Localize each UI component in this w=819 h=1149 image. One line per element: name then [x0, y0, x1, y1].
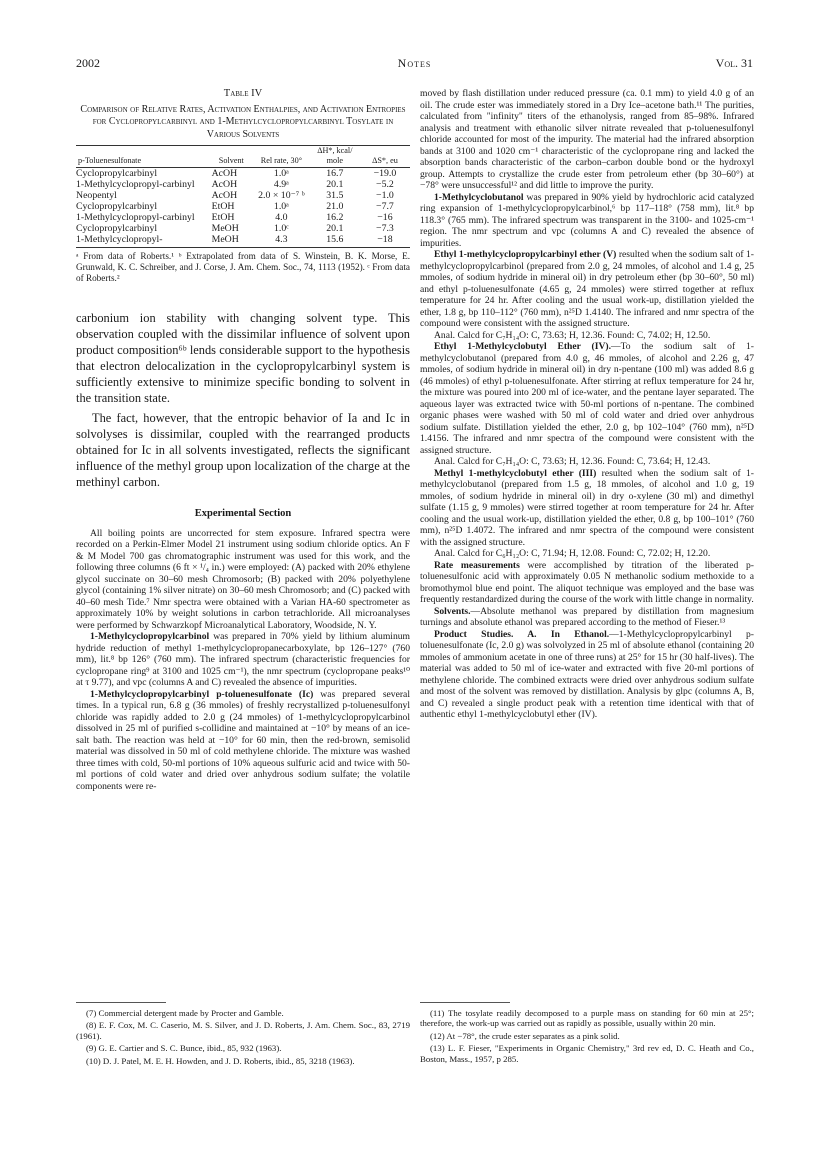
body-paragraph: [420, 606, 754, 629]
paragraph-text: were accomplished by titration of the liberated p-toluenesulfonic acid with approximately 0.05 N methanolic sodium methoxide to a bromothymol blue end point. The aliquot technique was employed and the base was frequently restandardized during the course of the work with little change in normality.: [420, 559, 754, 605]
body-paragraph: The fact, however, that the entropic behavior of Ia and Ic in solvolyses is dissimilar, coupled with the rearranged products obtained for Ic in all solvents investigated, reflects the significant influence of the methyl group upon localization of the charge at the methinyl carbon.: [76, 411, 410, 489]
page-number: 2002: [76, 56, 100, 70]
section-heading: Experimental Section: [194, 508, 292, 519]
table-number: Table IV: [223, 88, 263, 99]
paragraph-heading: 1-Methylcyclopropylcarbinol: [90, 631, 210, 642]
table-cell: 1.0ᵃ: [273, 201, 289, 212]
paragraph-text: —1-Methylcyclopropylcarbinyl p-toluenesulfonate (Ic, 2.0 g) was solvolyzed in 25 ml of absolute ethanol (containing 20 mmoles of ammonium acetate in one of three runs) at 25° for 15 hr (30 half-lives). The material was added to 50 ml of ice-water and extracted with five 20-ml portions of methylene chloride. The combined extracts were dried over anhydrous sodium sulfate and most of the solvent was removed by distillation. Analysis by glpc (columns A, B, and C) revealed a single product peak with a retention time identical with that of authentic ethyl 1-methylcyclobutyl ether (IV).: [420, 628, 754, 720]
table-cell: AcOH: [211, 179, 238, 190]
footnote: (11) The tosylate readily decomposed to a purple mass on standing for 60 min at 25°; therefore, the work-up was carried out as rapidly as possible, usually within 20 min.: [420, 1008, 754, 1029]
body-paragraph: moved by flash distillation under reduced pressure (ca. 0.1 mm) to yield 4.0 g of an oil. The crude ester was immediately stored in a Dry Ice–acetone bath.¹¹ The purities, calculated from "infinity" titers of the ethanolysis, ranged from 85–98%. Infrared analysis and treatment with ethanolic silver nitrate revealed that p-toluenesulfonyl chloride accounted for most of the impurity. The material had the infrared absorption bands at 3100 and 1020 cm⁻¹ characteristic of the cyclopropane ring and lacked the absorption bands characteristic of the carbon–carbon double bond or the hydroxyl group. Attempts to crystallize the crude ester from petroleum ether (bp 30–60°) at −78° were unsuccessful¹² and did little to improve the purity.: [420, 88, 754, 191]
table-row: [76, 201, 410, 212]
body-paragraph: [420, 560, 754, 606]
table-cell: −18: [360, 234, 410, 248]
table-cell: −7.3: [376, 223, 394, 234]
table-cell: MeOH: [210, 234, 253, 248]
footnote: (7) Commercial detergent made by Procter and Gamble.: [86, 1008, 284, 1018]
body-paragraph: [76, 631, 410, 689]
table-cell: Cyclopropylcarbinyl: [76, 168, 158, 179]
rates-table: [76, 145, 410, 248]
table-cell: AcOH: [211, 190, 238, 201]
table-cell: 21.0: [326, 201, 344, 212]
table-row: [76, 190, 410, 201]
running-head: Notes: [397, 56, 432, 70]
table-header-cell: p-Toluenesulfonate: [76, 146, 210, 168]
table-row: [76, 179, 410, 190]
paragraph-text: was prepared in 90% yield by hydrochloric acid catalyzed ring expansion of 1-methylcyclopropylcarbinol,⁶ bp 117–118° (758 mm), lit.⁸ bp 118.3° (765 mm). The infrared spectrum was transparent in the 3100- and 1025-cm⁻¹ region. The nmr spectrum and vpc (columns A and C) revealed the absence of impurities.: [420, 191, 754, 249]
table-header-cell: ΔS*, eu: [360, 146, 410, 168]
table-cell: −7.7: [376, 201, 394, 212]
table-cell: 15.6: [310, 234, 360, 248]
table-cell: 1-Methylcyclopropyl-carbinyl: [76, 212, 195, 223]
table-cell: 1.0ᶜ: [274, 223, 289, 234]
discussion-text: [76, 310, 410, 490]
paragraph-text: was prepared in 70% yield by lithium aluminum hydride reduction of methyl 1-methylcyclopropanecarboxylate, bp 126–127° (760 mm), lit.⁸ bp 126° (760 mm). The infrared spectrum (characteristic frequencies for cyclopropane ring⁹ at 3100 and 1025 cm⁻¹), the nmr spectrum (cyclopropane peaks¹⁰ at τ 9.77), and vpc (columns A and C) revealed the absence of impurities.: [76, 631, 410, 688]
table-cell: 16.2: [326, 212, 344, 223]
body-paragraph: [420, 629, 754, 721]
body-paragraph: carbonium ion stability with changing solvent type. This observation coupled with the dissimilar influence of solvent upon product composition⁶ᵇ lends considerable support to the hypothesis that electron delocalization in the cyclopropylcarbinyl system is sufficiently extensive to minimize specific bonding to solvent in the transition state.: [76, 311, 410, 405]
table-row: [76, 212, 410, 223]
body-paragraph: [420, 192, 754, 250]
table-cell: 31.5: [326, 190, 344, 201]
table-header-cell: Solvent: [210, 146, 253, 168]
paragraph-text: —To the sodium salt of 1-methylcyclobutanol (prepared from 4.0 g, 46 mmoles, of alcohol and 2.26 g, 47 mmoles, of sodium hydride in mineral oil) in dry n-pentane (100 ml) was added 8.6 g (46 mmoles) of ethyl p-toluenesulfonate. After stirring at reflux temperature for 24 hr, the mixture was poured into 200 ml of ice-water, and the pentane layer separated. The aqueous layer was extracted twice with 50-ml portions of n-pentane. The combined organic phases were washed with 50 ml of cold water and dried over anhydrous sodium sulfate. Distillation yielded the ether, 2.0 g, bp 102–104° (760 mm), n²⁵D 1.4156. The infrared and nmr spectra of the compound were consistent with the assigned structure.: [420, 341, 754, 456]
paragraph-text: was prepared several times. In a typical run, 6.8 g (36 mmoles) of freshly recrystallized p-toluenesulfonyl chloride was rapidly added to 2.0 g (24 mmoles) of 1-methylcyclopropylcarbinol dissolved in 25 ml of purified s-collidine and maintained at −10° by means of an ice-salt bath. The reaction was held at −10° for 60 min, then the red-brown, semisolid material was dissolved in 50 ml of cold methylene chloride. The mixture was washed three times with cold, 50-ml portions of 10% aqueous sulfuric acid and twice with 50-ml portions of cold water and dried over anhydrous sodium sulfate; the volatile components were re-: [76, 688, 410, 792]
analysis-line: Anal. Calcd for C₇H₁₄O: C, 73.63; H, 12.36. Found: C, 73.64; H, 12.43.: [434, 456, 711, 467]
footnotes-right: [420, 1002, 754, 1066]
analysis-line: Anal. Calcd for C₆H₁₂O: C, 71.94; H, 12.08. Found: C, 72.02; H, 12.20.: [434, 548, 711, 559]
paragraph-heading: 1-Methylcyclobutanol: [434, 191, 524, 203]
footnote-rule: [420, 1002, 510, 1003]
left-column: [76, 88, 410, 792]
paragraph-heading: 1-Methylcyclopropylcarbinyl p-toluenesulfonate (Ic): [90, 688, 314, 700]
table-row: [76, 168, 410, 180]
table-cell: Cyclopropylcarbinyl: [76, 201, 158, 212]
table-cell: 4.9ᵃ: [273, 179, 289, 190]
paragraph-text: resulted when the sodium salt of 1-methylcyclopropylcarbinol (prepared from 2.0 g, 24 mmoles, of alcohol and 1.4 g, 25 mmoles, of sodium hydride in mineral oil) in dry petroleum ether (bp 30–60°, 50 ml) and ethyl p-toluenesulfonate (4.65 g, 24 mmoles) were stirred together at reflux temperature for 24 hr. After cooling and the usual work-up, distillation yielded the ether, 1.8 g, bp 110–112° (760 mm), n²⁵D 1.4140. The infrared and nmr spectra of the compound were consistent with the assigned structure.: [420, 249, 754, 329]
table-cell: 4.3: [253, 234, 310, 248]
table-cell: −5.2: [376, 179, 394, 190]
paragraph-heading: Ethyl 1-Methylcyclobutyl Ether (IV).: [434, 341, 611, 352]
table-title: Comparison of Relative Rates, Activation Enthalpies, and Activation Entropies for Cyclopropylcarbinyl and 1-Methylcyclopropylcarbinyl Tosylate in Various Solvents: [80, 103, 406, 140]
table-cell: 20.1: [326, 179, 344, 190]
table-header-cell: Rel rate, 30°: [253, 146, 310, 168]
body-paragraph: [76, 689, 410, 793]
table-cell: 1.0ᵃ: [273, 168, 289, 179]
paragraph-heading: Product Studies. A. In Ethanol.: [434, 628, 610, 640]
body-paragraph: All boiling points are uncorrected for stem exposure. Infrared spectra were recorded on a Perkin-Elmer Model 21 instrument using sodium chloride optics. An F & M Model 700 gas chromatographic instrument was used for this work, and the following three columns (6 ft × ¹/₄ in.) were employed: (A) packed with 20% ethylene glycol succinate on 30–60 mesh Chromosorb; (B) packed with 20% polyethylene glycol (containing 1% silver nitrate) on 30–60 mesh Chromosorb; and (C) packed with 40–60 mesh Tide.⁷ Nmr spectra were obtained with a Varian HA-60 spectrometer as approximately 10% by weight solutions in carbon tetrachloride. All microanalyses were performed by Schwarzkopf Microanalytical Laboratory, Woodside, N. Y.: [76, 527, 410, 631]
table-cell: −16: [377, 212, 393, 223]
table-header-cell: ΔH*, kcal/ mole: [310, 146, 360, 168]
table-cell: −19.0: [373, 168, 397, 179]
footnote: (10) D. J. Patel, M. E. H. Howden, and J. D. Roberts, ibid., 85, 3218 (1963).: [86, 1055, 355, 1066]
analysis-line: Anal. Calcd for C₇H₁₄O: C, 73.63; H, 12.36. Found: C, 74.02; H, 12.50.: [434, 329, 711, 341]
table-cell: 4.0: [275, 212, 288, 223]
table-footnote: ᵃ From data of Roberts.¹ ᵇ Extrapolated from data of S. Winstein, B. K. Morse, E. Grunwald, K. C. Schreiber, and J. Corse, J. Am. Chem. Soc., 74, 1113 (1952). ᶜ From data of Roberts.²: [76, 251, 410, 283]
table-cell: −1.0: [376, 190, 394, 201]
body-paragraph: [420, 468, 754, 549]
paragraph-heading: Ethyl 1-methylcyclopropylcarbinyl ether (V): [434, 249, 617, 260]
table-cell: EtOH: [211, 201, 235, 212]
table-cell: 16.7: [326, 168, 344, 179]
footnote: (8) E. F. Cox, M. C. Caserio, M. S. Silver, and J. D. Roberts, J. Am. Chem. Soc., 83, 2719 (1961).: [76, 1020, 410, 1041]
table-cell: 1-Methylcyclopropyl-: [76, 234, 210, 248]
running-header: [76, 56, 753, 72]
table-cell: EtOH: [211, 212, 235, 223]
table-cell: MeOH: [211, 223, 239, 234]
table-caption: [76, 88, 410, 141]
table-cell: Neopentyl: [76, 190, 117, 201]
paragraph-text: resulted when the sodium salt of 1-methylcyclobutanol (prepared from 1.5 g, 18 mmoles, of alcohol and 1.0 g, 19 mmoles, of sodium hydride in mineral oil) in dry o-xylene (30 ml) and dimethyl sulfate (1.15 g, 9 mmoles) were stirred together at room temperature for 24 hr. After cooling and the usual work-up, distillation yielded the ether, 0.8 g, bp 100–101° (760 mm), n²⁵D 1.4072. The infrared and nmr spectra of the compound were consistent with the assigned structure.: [420, 467, 754, 548]
table-row: [76, 223, 410, 234]
right-column: [420, 88, 754, 721]
table-cell: 2.0 × 10⁻⁷ ᵇ: [258, 190, 305, 201]
footnote: (13) L. F. Fieser, "Experiments in Organic Chemistry," 3rd rev ed, D. C. Heath and Co., Boston, Mass., 1957, p 285.: [420, 1043, 754, 1064]
body-paragraph: [420, 341, 754, 456]
body-paragraph: [420, 249, 754, 330]
table-cell: 1-Methylcyclopropyl-carbinyl: [76, 179, 195, 190]
paragraph-heading: Solvents.: [434, 605, 471, 617]
footnote: (9) G. E. Cartier and S. C. Bunce, ibid., 85, 932 (1963).: [86, 1043, 282, 1054]
paragraph-text: —Absolute methanol was prepared by distillation from magnesium turnings and absolute ethanol was prepared according to the method of Fieser.¹³: [420, 605, 754, 628]
table-cell: 20.1: [326, 223, 344, 234]
footnote-rule: [76, 1002, 166, 1003]
table-row: [76, 234, 410, 248]
paragraph-heading: Methyl 1-methylcyclobutyl ether (III): [434, 467, 597, 479]
footnote: (12) At −78°, the crude ester separates as a pink solid.: [430, 1030, 620, 1041]
table-cell: Cyclopropylcarbinyl: [76, 223, 158, 234]
footnotes-left: [76, 1002, 410, 1068]
paragraph-heading: Rate measurements: [434, 559, 520, 571]
volume-label: Vol. 31: [715, 56, 753, 70]
table-cell: AcOH: [211, 168, 238, 179]
